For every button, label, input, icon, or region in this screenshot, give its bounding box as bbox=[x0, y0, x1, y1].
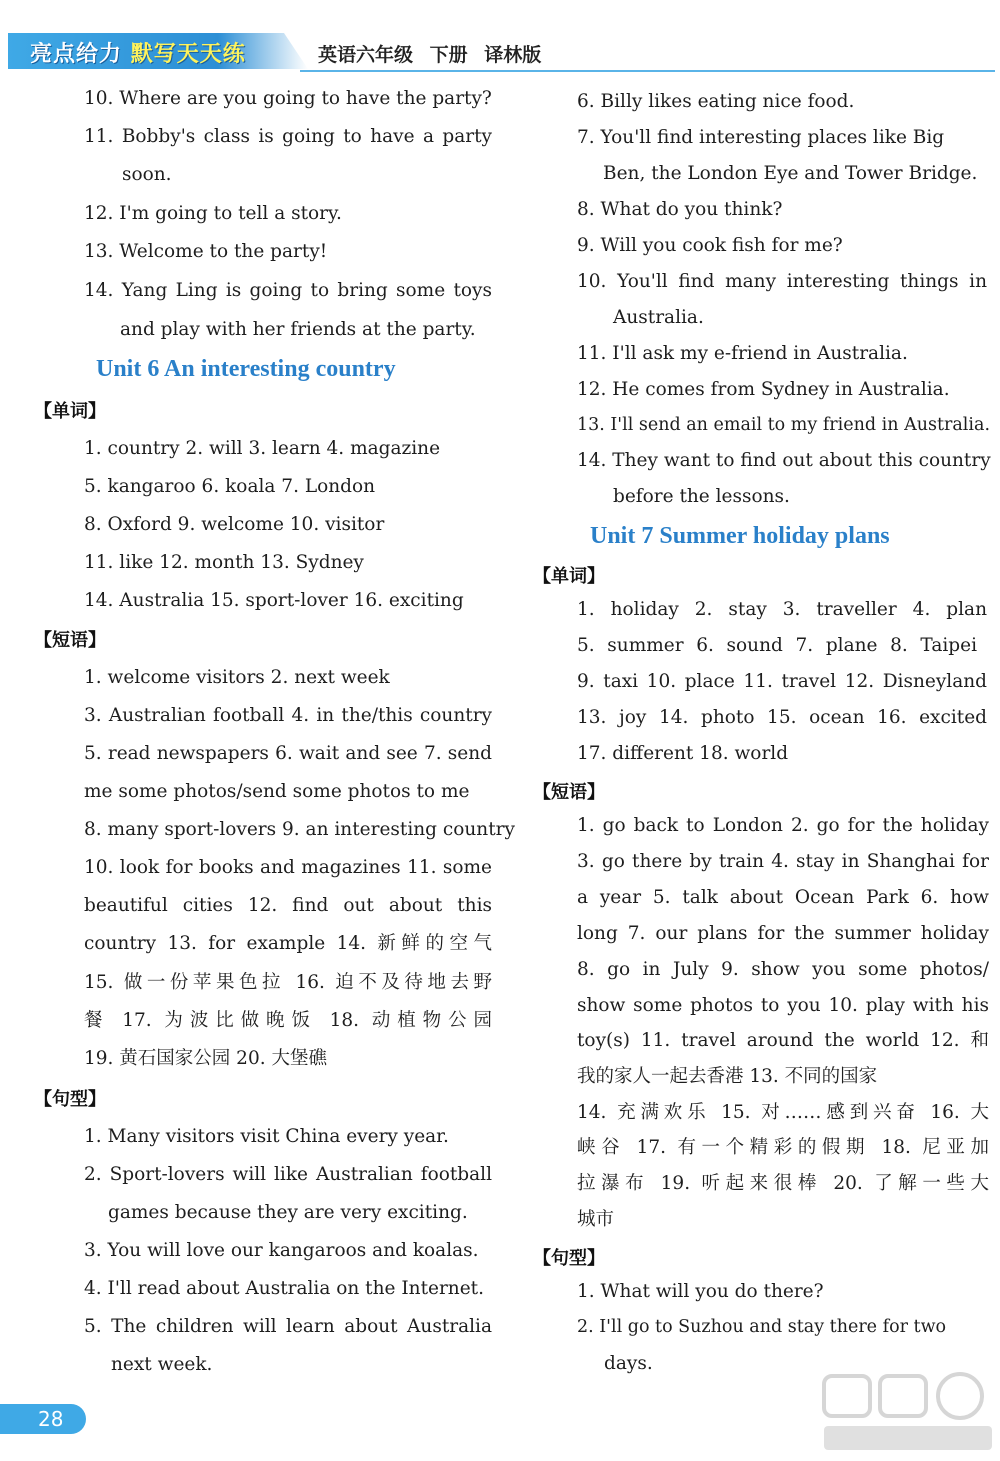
answer-line: 14. Yang Ling is going to bring some toys bbox=[84, 280, 492, 301]
word-line: 11. like 12. month 13. Sydney bbox=[84, 552, 364, 573]
section-phrases-heading: 【短语】 bbox=[34, 630, 106, 651]
word-line: 17. different 18. world bbox=[577, 743, 789, 764]
answer-line: 13. Welcome to the party! bbox=[84, 241, 328, 262]
book-info: 英语六年级 下册 译林版 bbox=[318, 44, 542, 66]
answer-line: and play with her friends at the party. bbox=[120, 319, 476, 340]
phrase-line: 城市 bbox=[577, 1209, 615, 1230]
phrase-line: 峡谷 17. 有一个精彩的假期 18. 尼亚加 bbox=[577, 1137, 989, 1158]
answer-line: before the lessons. bbox=[613, 486, 790, 507]
answer-line: 10. You'll find many interesting things in bbox=[577, 271, 987, 292]
answer-line: Australia. bbox=[613, 307, 704, 328]
brand-name-b: 默写天天练 bbox=[130, 42, 246, 67]
phrase-line: show some photos to you 10. play with his bbox=[577, 995, 989, 1016]
answer-line: soon. bbox=[122, 164, 172, 185]
header-divider bbox=[300, 70, 995, 72]
section-sentences-heading: 【句型】 bbox=[34, 1089, 106, 1110]
unit-6-title: Unit 6 An interesting country bbox=[96, 356, 396, 382]
sentence-line: 4. I'll read about Australia on the Internet. bbox=[84, 1278, 484, 1299]
page-header bbox=[0, 0, 1000, 82]
phrase-line: 8. many sport-lovers 9. an interesting country bbox=[84, 819, 515, 840]
unit-7-title: Unit 7 Summer holiday plans bbox=[590, 523, 890, 549]
answer-line: 13. I'll send an email to my friend in Australia. bbox=[577, 415, 991, 435]
brand-name-a: 亮点给力 bbox=[30, 42, 123, 67]
answer-line: 7. You'll find interesting places like Big bbox=[577, 127, 945, 148]
phrase-line: 餐 17. 为波比做晚饭 18. 动植物公园 bbox=[84, 1010, 492, 1031]
phrase-line: 1. welcome visitors 2. next week bbox=[84, 667, 390, 688]
answer-line: 10. Where are you going to have the party? bbox=[84, 88, 492, 109]
answer-line: Ben, the London Eye and Tower Bridge. bbox=[603, 163, 978, 184]
phrase-line: 1. go back to London 2. go for the holiday bbox=[577, 815, 989, 836]
section-phrases-heading: 【短语】 bbox=[533, 782, 605, 803]
word-line: 13. joy 14. photo 15. ocean 16. excited bbox=[577, 707, 987, 728]
answer-line: 14. They want to find out about this country bbox=[577, 450, 991, 471]
phrase-line: country 13. for example 14. 新鲜的空气 bbox=[84, 933, 492, 954]
phrase-line: 3. Australian football 4. in the/this country bbox=[84, 705, 492, 726]
brand-title bbox=[30, 37, 246, 68]
phrase-line: a year 5. talk about Ocean Park 6. how bbox=[577, 887, 989, 908]
word-line: 14. Australia 15. sport-lover 16. exciting bbox=[84, 590, 464, 611]
answer-line: 6. Billy likes eating nice food. bbox=[577, 91, 855, 112]
answer-line: 12. He comes from Sydney in Australia. bbox=[577, 379, 950, 400]
word-line: 5. summer 6. sound 7. plane 8. Taipei bbox=[577, 635, 977, 656]
watermark-logo-icon bbox=[820, 1370, 995, 1455]
section-words-heading: 【单词】 bbox=[34, 401, 106, 422]
phrase-line: 15. 做一份苹果色拉 16. 迫不及待地去野 bbox=[84, 972, 492, 993]
phrase-line: toy(s) 11. travel around the world 12. 和 bbox=[577, 1030, 989, 1051]
word-line: 9. taxi 10. place 11. travel 12. Disneyland bbox=[577, 671, 987, 692]
phrase-line: 14. 充满欢乐 15. 对……感到兴奋 16. 大 bbox=[577, 1102, 989, 1123]
phrase-line: 我的家人一起去香港 13. 不同的国家 bbox=[577, 1066, 878, 1087]
sentence-line: 5. The children will learn about Australia bbox=[84, 1316, 492, 1337]
phrase-line: long 7. our plans for the summer holiday bbox=[577, 923, 989, 944]
section-sentences-heading: 【句型】 bbox=[533, 1248, 605, 1269]
answer-line: 8. What do you think? bbox=[577, 199, 783, 220]
answer-line: 9. Will you cook fish for me? bbox=[577, 235, 843, 256]
answer-line: 12. I'm going to tell a story. bbox=[84, 203, 342, 224]
phrase-line: 5. read newspapers 6. wait and see 7. send bbox=[84, 743, 492, 764]
word-line: 1. country 2. will 3. learn 4. magazine bbox=[84, 438, 441, 459]
page-number: 28 bbox=[38, 1407, 64, 1431]
sentence-line: 3. You will love our kangaroos and koalas. bbox=[84, 1240, 479, 1261]
sentence-line: days. bbox=[604, 1353, 653, 1374]
word-line: 1. holiday 2. stay 3. traveller 4. plan bbox=[577, 599, 987, 620]
sentence-line: games because they are very exciting. bbox=[108, 1202, 468, 1223]
phrase-line: 拉瀑布 19. 听起来很棒 20. 了解一些大 bbox=[577, 1173, 989, 1194]
sentence-line: 2. Sport-lovers will like Australian football bbox=[84, 1164, 492, 1185]
phrase-line: beautiful cities 12. find out about this bbox=[84, 895, 492, 916]
section-words-heading: 【单词】 bbox=[533, 566, 605, 587]
phrase-line: me some photos/send some photos to me bbox=[84, 781, 470, 802]
sentence-line: 1. What will you do there? bbox=[577, 1281, 824, 1302]
sentence-line: 2. I'll go to Suzhou and stay there for two bbox=[577, 1317, 947, 1337]
phrase-line: 3. go there by train 4. stay in Shanghai for bbox=[577, 851, 989, 872]
answer-line: 11. I'll ask my e-friend in Australia. bbox=[577, 343, 908, 364]
phrase-line: 10. look for books and magazines 11. some bbox=[84, 857, 492, 878]
word-line: 5. kangaroo 6. koala 7. London bbox=[84, 476, 376, 497]
sentence-line: next week. bbox=[111, 1354, 213, 1375]
phrase-line: 19. 黄石国家公园 20. 大堡礁 bbox=[84, 1048, 327, 1069]
phrase-line: 8. go in July 9. show you some photos/ bbox=[577, 959, 989, 980]
sentence-line: 1. Many visitors visit China every year. bbox=[84, 1126, 449, 1147]
word-line: 8. Oxford 9. welcome 10. visitor bbox=[84, 514, 385, 535]
answer-line: 11. Bobby's class is going to have a party bbox=[84, 126, 492, 147]
